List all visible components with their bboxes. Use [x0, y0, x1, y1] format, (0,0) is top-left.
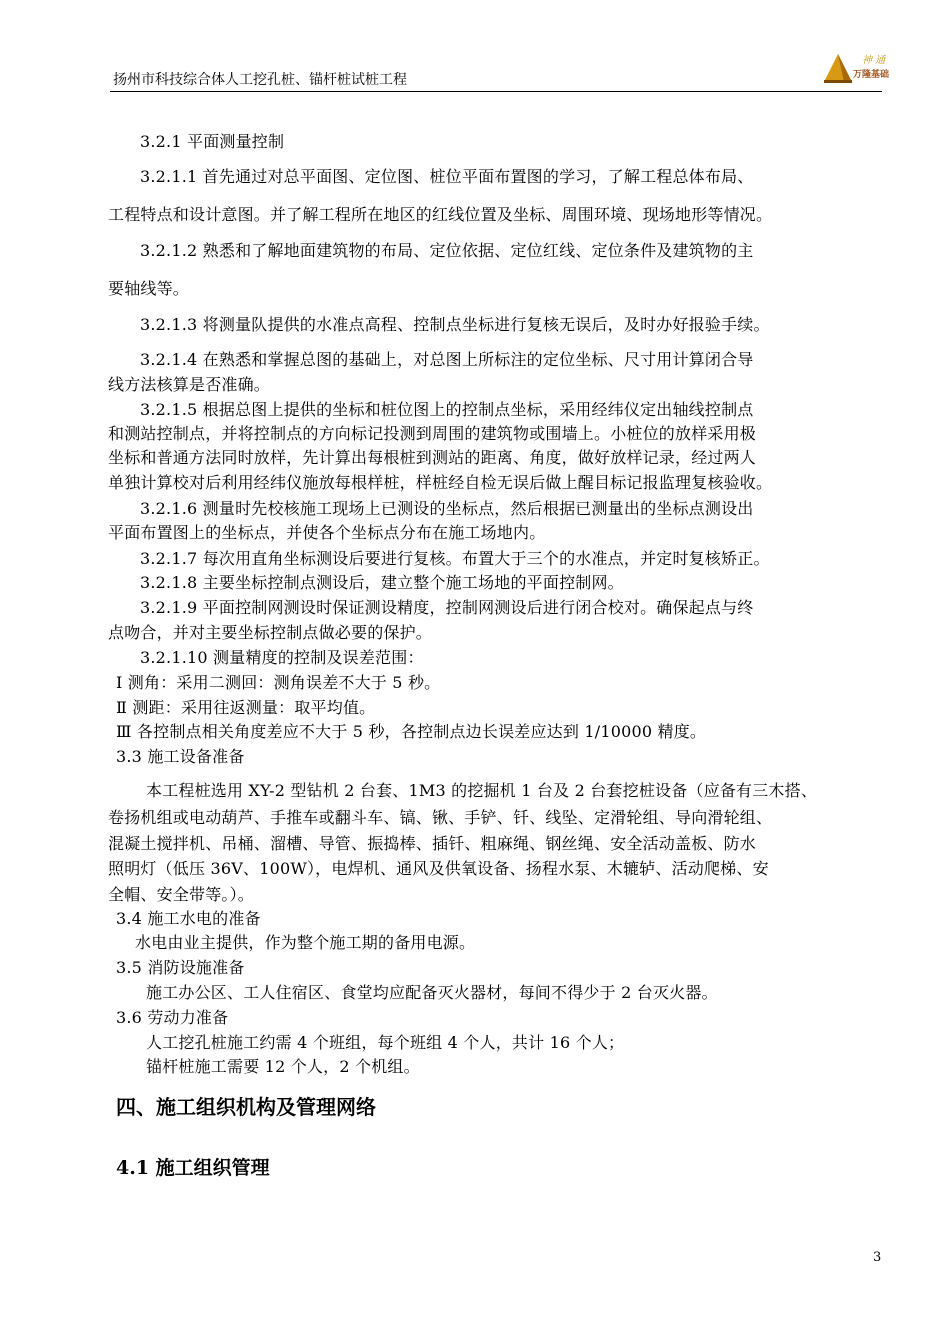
heading-3-5: 3.5 消防设施准备 [116, 958, 245, 977]
logo-text-bottom: 万隆基础 [853, 70, 890, 80]
header-divider [110, 91, 882, 92]
paragraph-line: 3.2.1.1 首先通过对总平面图、定位图、桩位平面布置图的学习，了解工程总体布局、 [140, 167, 754, 186]
paragraph-line: 3.2.1.6 测量时先校核施工现场上已测设的坐标点，然后根据已测量出的坐标点测设出 [140, 499, 754, 518]
heading-3-4: 3.4 施工水电的准备 [116, 909, 261, 928]
paragraph-line: 人工挖孔桩施工约需 4 个班组，每个班组 4 个人，共计 16 个人； [146, 1033, 625, 1052]
subsection-heading: 4.1 施工组织管理 [116, 1157, 270, 1179]
list-item: Ⅰ 测角：采用二测回：测角误差不大于 5 秒。 [116, 673, 441, 692]
paragraph-line: 点吻合，并对主要坐标控制点做必要的保护。 [108, 623, 433, 642]
paragraph-line: 3.2.1.8 主要坐标控制点测设后，建立整个施工场地的平面控制网。 [140, 573, 624, 592]
paragraph-line: 平面布置图上的坐标点，并使各个坐标点分布在施工场地内。 [108, 523, 546, 542]
paragraph-line: 照明灯（低压 36V、100W），电焊机、通风及供氧设备、扬程水泵、木辘轳、活动爬梯、安 [108, 859, 769, 878]
paragraph-line: 线方法核算是否准确。 [108, 375, 271, 394]
paragraph-line: 3.2.1.3 将测量队提供的水准点高程、控制点坐标进行复核无误后，及时办好报验手续。 [140, 315, 770, 334]
logo-text-top: 神 通 [862, 55, 886, 66]
page-number: 3 [873, 1250, 882, 1265]
heading-3-6: 3.6 劳动力准备 [116, 1008, 229, 1027]
paragraph-line: 单独计算校对后利用经纬仪施放每根样桩，样桩经自检无误后做上醒目标记报监理复核验收。 [108, 473, 773, 492]
paragraph-line: 本工程桩选用 XY-2 型钻机 2 台套、1M3 的挖掘机 1 台及 2 台套挖桩设备（应备有三木搭、 [146, 781, 818, 800]
paragraph-line: 3.2.1.10 测量精度的控制及误差范围： [140, 648, 424, 667]
paragraph-line: 坐标和普通方法同时放样，先计算出每根桩到测站的距离、角度，做好放样记录，经过两人 [108, 448, 757, 467]
paragraph-line: 卷扬机组或电动葫芦、手推车或翻斗车、镐、锹、手铲、钎、线坠、定滑轮组、导向滑轮组、 [108, 808, 773, 827]
section-heading: 四、施工组织机构及管理网络 [116, 1095, 376, 1119]
heading-3-2-1: 3.2.1 平面测量控制 [140, 132, 285, 151]
paragraph-line: 混凝土搅拌机、吊桶、溜槽、导管、振捣棒、插钎、粗麻绳、钢丝绳、安全活动盖板、防水 [108, 834, 757, 853]
paragraph-line: 3.2.1.2 熟悉和了解地面建筑物的布局、定位依据、定位红线、定位条件及建筑物的主 [140, 241, 754, 260]
list-item: Ⅲ 各控制点相关角度差应不大于 5 秒，各控制点边长误差应达到 1/10000 精度。 [116, 722, 707, 741]
paragraph-line: 工程特点和设计意图。并了解工程所在地区的红线位置及坐标、周围环境、现场地形等情况。 [108, 205, 773, 224]
paragraph-line: 要轴线等。 [108, 279, 190, 298]
paragraph-line: 3.2.1.7 每次用直角坐标测设后要进行复核。布置大于三个的水准点，并定时复核矫正。 [140, 549, 770, 568]
paragraph-line: 3.2.1.5 根据总图上提供的坐标和桩位图上的控制点坐标，采用经纬仪定出轴线控制点 [140, 400, 754, 419]
paragraph-line: 施工办公区、工人住宿区、食堂均应配备灭火器材，每间不得少于 2 台灭火器。 [146, 983, 718, 1002]
paragraph-line: 和测站控制点，并将控制点的方向标记投测到周围的建筑物或围墙上。小桩位的放样采用极 [108, 424, 757, 443]
list-item: Ⅱ 测距：采用往返测量：取平均值。 [116, 698, 376, 717]
paragraph-line: 水电由业主提供，作为整个施工期的备用电源。 [135, 933, 476, 952]
paragraph-line: 3.2.1.9 平面控制网测设时保证测设精度，控制网测设后进行闭合校对。确保起点与终 [140, 598, 754, 617]
heading-3-3: 3.3 施工设备准备 [116, 747, 245, 766]
paragraph-line: 锚杆桩施工需要 12 个人，2 个机组。 [146, 1057, 420, 1076]
paragraph-line: 全帽、安全带等。）。 [108, 885, 255, 904]
header-title: 扬州市科技综合体人工挖孔桩、锚杆桩试桩工程 [113, 72, 407, 88]
paragraph-line: 3.2.1.4 在熟悉和掌握总图的基础上，对总图上所标注的定位坐标、尺寸用计算闭合导 [140, 350, 754, 369]
